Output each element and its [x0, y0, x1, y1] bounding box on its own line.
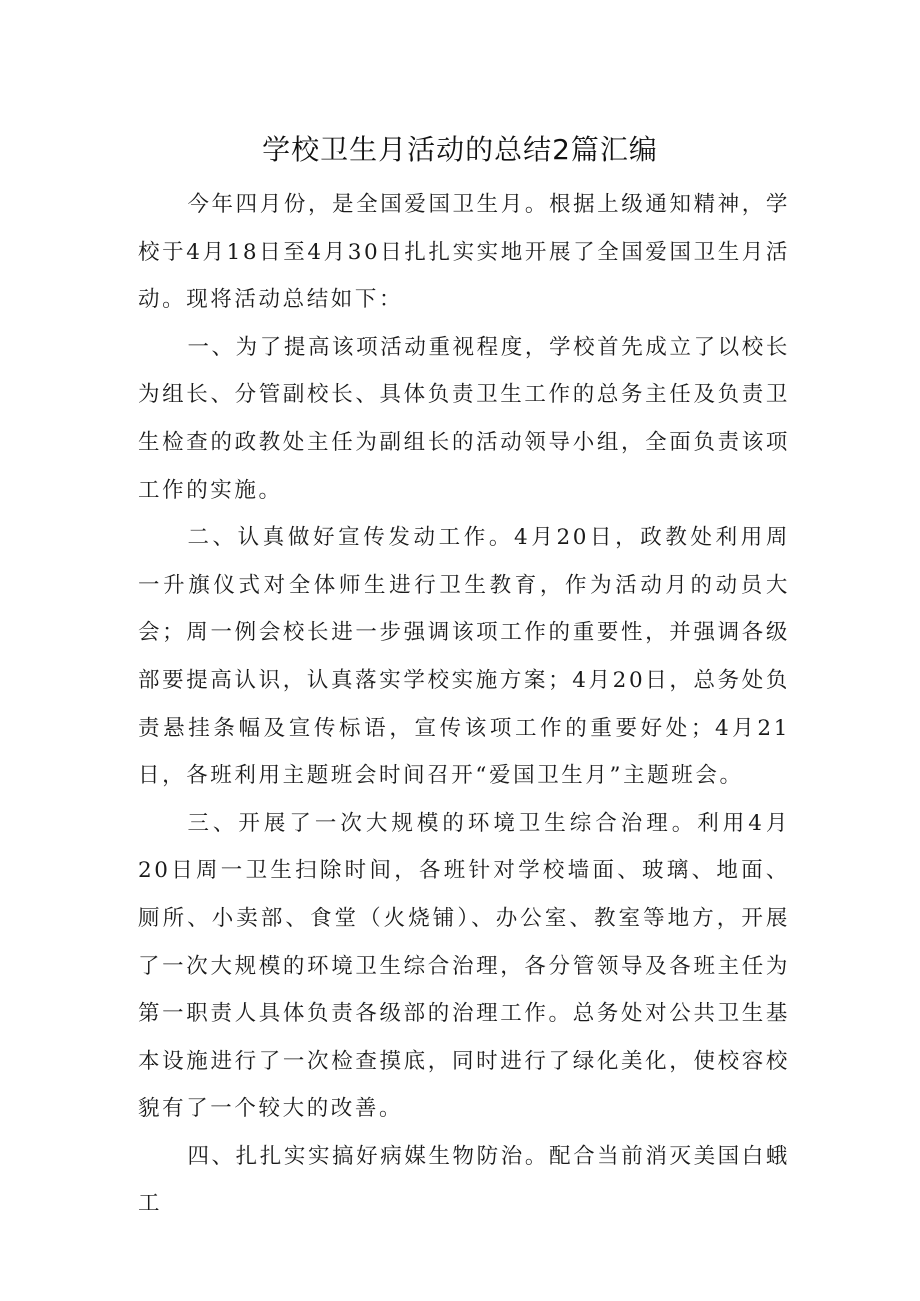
paragraph-section-2: 二、认真做好宣传发动工作。4月20日，政教处利用周一升旗仪式对全体师生进行卫生教育，作为活动月的动员大会；周一例会校长进一步强调该项工作的重要性，并强调各级部要提高认识，认真落实学校实施方案；4月20日，总务处负责悬挂条幅及宣传标语，宣传该项工作的重要好处；4月21日，各班利用主题班会时间召开“爱国卫生月”主题班会。 [138, 525, 790, 789]
paragraph-section-3: 三、开展了一次大规模的环境卫生综合治理。利用4月20日周一卫生扫除时间，各班针对学校墙面、玻璃、地面、厕所、小卖部、食堂（火烧铺）、办公室、教室等地方，开展了一次大规模的环境卫生综合治理，各分管领导及各班主任为第一职责人具体负责各级部的治理工作。总务处对公共卫生基本设施进行了一次检查摸底，同时进行了绿化美化，使校容校貌有了一个较大的改善。 [138, 810, 790, 1122]
document-body [138, 181, 790, 1228]
paragraph-section-4: 四、扎扎实实搞好病媒生物防治。配合当前消灭美国白蛾工 [138, 1143, 790, 1217]
document-title: 学校卫生月活动的总结2篇汇编 [262, 133, 658, 166]
paragraph-intro: 今年四月份，是全国爱国卫生月。根据上级通知精神，学校于4月18日至4月30日扎扎实实地开展了全国爱国卫生月活动。现将活动总结如下： [138, 192, 790, 313]
paragraph-section-1: 一、为了提高该项活动重视程度，学校首先成立了以校长为组长、分管副校长、具体负责卫生工作的总务主任及负责卫生检查的政教处主任为副组长的活动领导小组，全面负责该项工作的实施。 [138, 334, 790, 503]
